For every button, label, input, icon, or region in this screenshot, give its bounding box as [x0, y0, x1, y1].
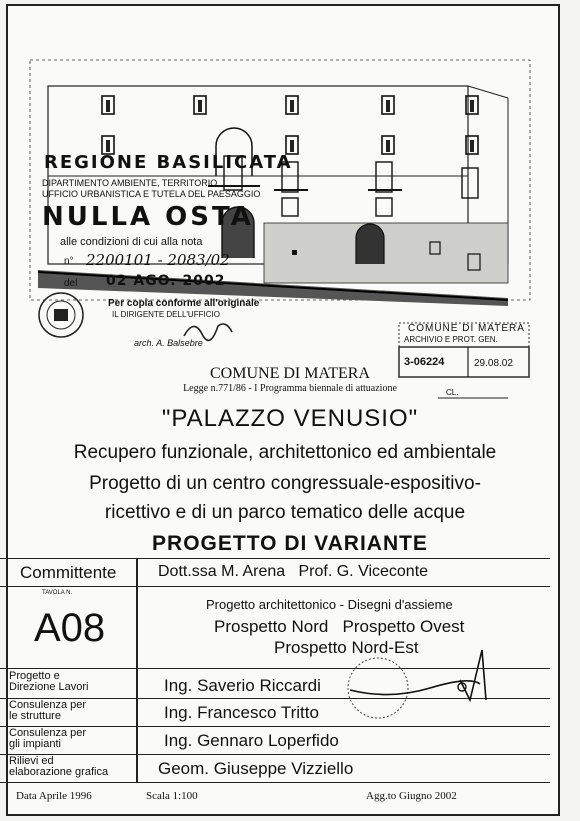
drawing-title-line2: Prospetto Nord-Est [274, 638, 419, 657]
footer-scale: Scala 1:100 [146, 790, 198, 802]
engineer-signature-image [330, 640, 530, 730]
footer-aggiornamento: Agg.to Giugno 2002 [366, 790, 457, 802]
project-subtitle-1: Recupero funzionale, architettonico ed ambientale [73, 442, 497, 463]
archive-comune: COMUNE DI MATERA [408, 323, 525, 334]
round-seal-image [36, 290, 86, 340]
credit-label-rilievi: Rilievi ed elaborazione grafica [9, 755, 109, 778]
variante-heading: PROGETTO DI VARIANTE [152, 532, 428, 555]
committente-label: Committente [20, 563, 117, 582]
archive-date: 29.08.02 [474, 358, 513, 369]
credit-label-impianti: Consulenza per gli impianti [9, 727, 87, 750]
stamp-office: UFFICIO URBANISTICA E TUTELA DEL PAESAGGIO [42, 189, 261, 199]
archive-prot: ARCHIVIO E PROT. GEN. [404, 335, 498, 344]
stamp-nota-label: n° [64, 256, 74, 267]
archive-number: 3-06224 [404, 356, 445, 368]
credit-label-direzione: Progetto e Direzione Lavori [9, 670, 89, 693]
drawing-title-line1: Prospetto Nord Prospetto Ovest [214, 617, 465, 636]
credit-value-rilievi: Geom. Giuseppe Vizziello [158, 759, 354, 778]
credit-value-direzione: Ing. Saverio Riccardi [164, 676, 321, 695]
table-row-divider [0, 782, 550, 783]
stamp-copy-line1: Per copia conforme all'originale [108, 298, 260, 309]
stamp-architect: arch. A. Balsebre [134, 338, 203, 348]
stamp-copy-line2: IL DIRIGENTE DELL'UFFICIO [112, 310, 220, 319]
project-subtitle-2: Progetto di un centro congressuale-espositivo- [89, 473, 481, 494]
stamp-del-label: del [64, 278, 78, 289]
tavola-label: TAVOLA N. [42, 590, 73, 596]
drawing-type: Progetto architettonico - Disegni d'assieme [206, 597, 453, 612]
table-row-divider [0, 754, 550, 755]
stamp-conditions: alle condizioni di cui alla nota [60, 236, 203, 248]
credit-value-strutture: Ing. Francesco Tritto [164, 703, 319, 722]
archive-cl: CL. [446, 388, 459, 397]
credit-value-impianti: Ing. Gennaro Loperfido [164, 731, 339, 750]
signature-image [180, 316, 240, 344]
stamp-department: DIPARTIMENTO AMBIENTE, TERRITORIO [42, 178, 218, 188]
stamp-del-date: 02 AGO. 2002 [106, 273, 226, 289]
project-title: "PALAZZO VENUSIO" [161, 405, 419, 432]
table-top-border [0, 558, 550, 559]
project-subtitle-3: ricettivo e di un parco tematico delle acque [104, 502, 466, 523]
stamp-nulla-osta: NULLA OSTA [42, 202, 254, 232]
committente-value: Dott.ssa M. Arena Prof. G. Viceconte [158, 563, 429, 580]
table-column-divider [136, 558, 138, 782]
legge-line: Legge n.771/86 - I Programma biennale di attuazione [183, 383, 397, 394]
stamp-nota-number: 2200101 - 2083/02 [86, 251, 230, 269]
footer-date: Data Aprile 1996 [16, 790, 92, 802]
credit-label-strutture: Consulenza per le strutture [9, 699, 87, 722]
table-row-divider [0, 586, 550, 587]
stamp-region-name: REGIONE BASILICATA [44, 152, 293, 173]
comune-heading: COMUNE DI MATERA [210, 365, 370, 382]
tavola-number: A08 [34, 606, 106, 650]
